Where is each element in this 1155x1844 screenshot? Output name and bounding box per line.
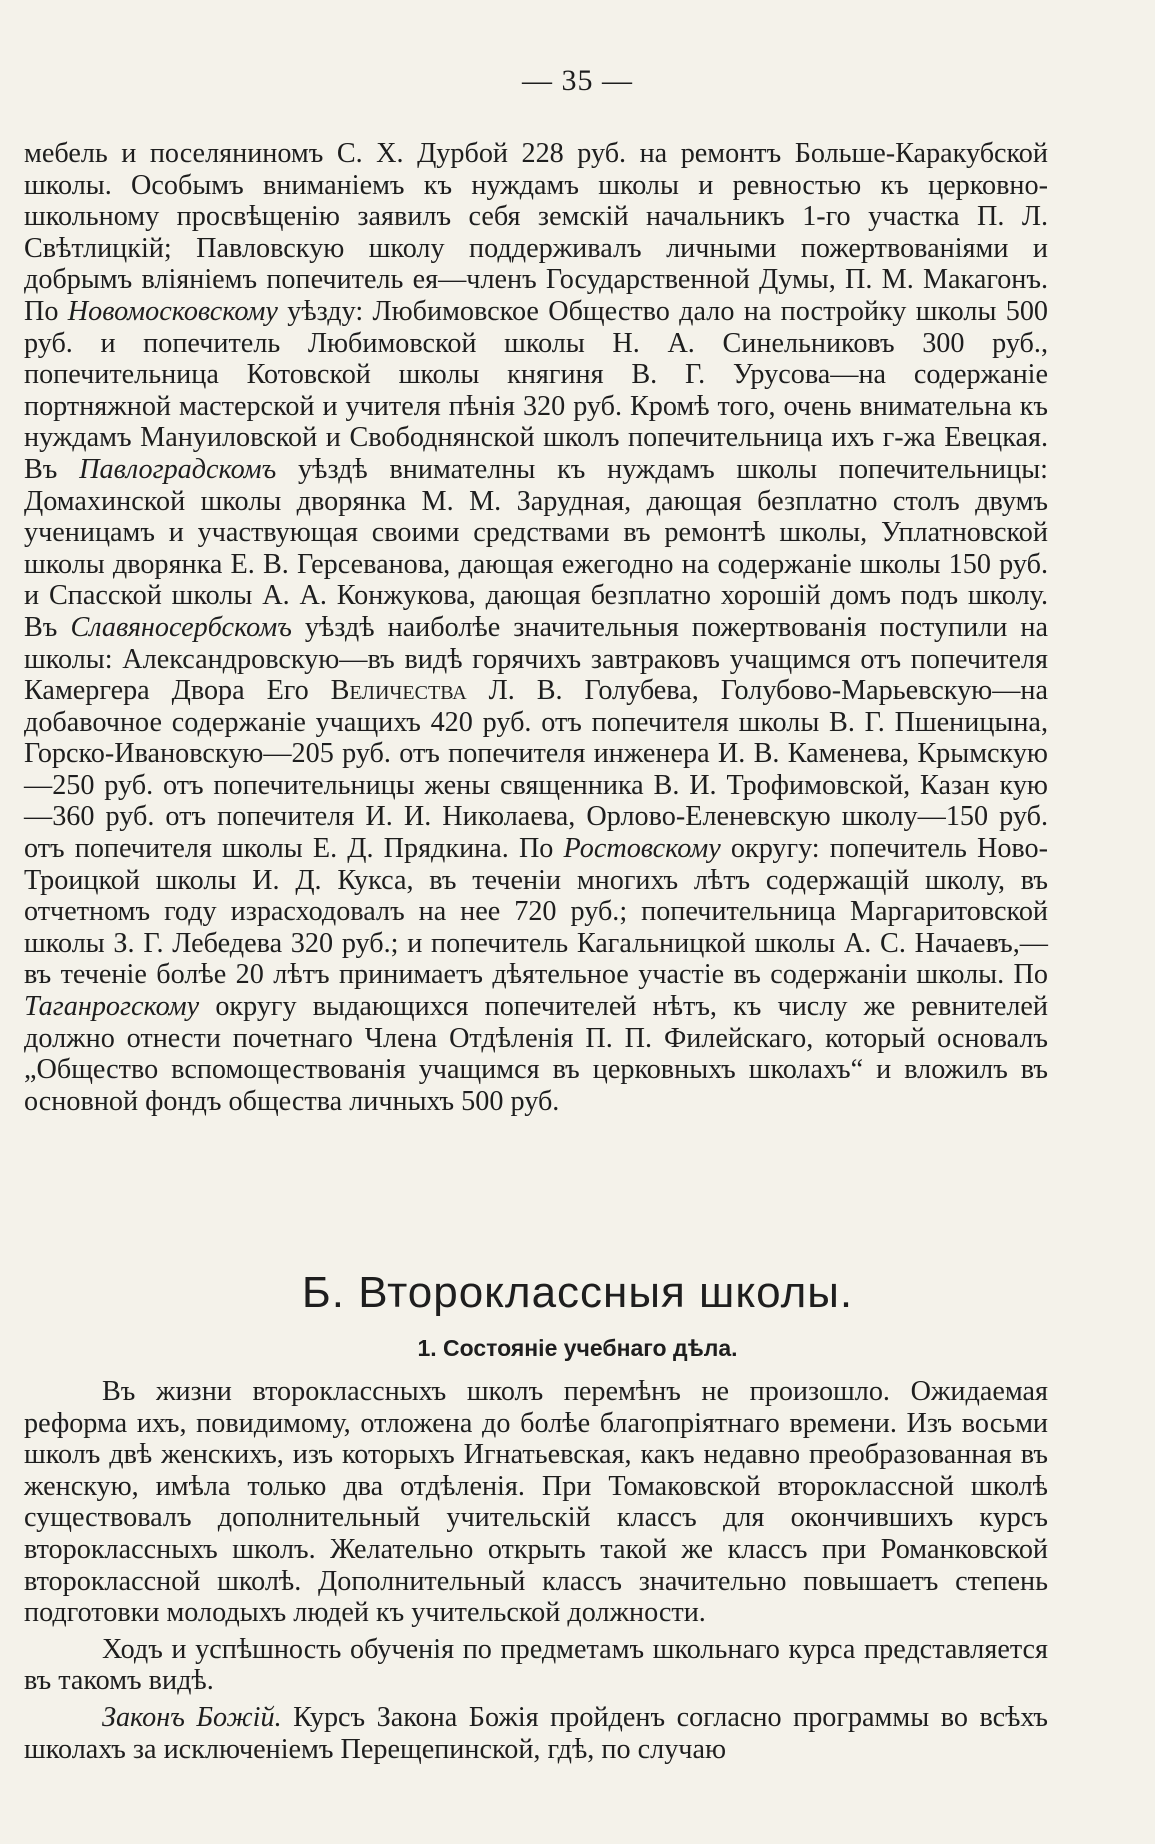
text-run: округу выдающихся попечителей нѣтъ, къ числу же ревнителей должно отнести почетнаго Члена Отдѣленія П. П. Филейскаго, который основалъ „Общество вспомоществованія учащимся въ церковныхъ школахъ“ и вложилъ въ основной фондъ общества личныхъ 500 руб. [24, 991, 1048, 1117]
text-run: округу: попечитель Ново-Троицкой школы И. Д. Кукса, въ теченіи многихъ лѣтъ содержащій школу, въ отчетномъ году израсходовалъ на нее 720 руб.; попечительница Маргаритовской школы З. Г. Лебедева 320 руб.; и попечитель Кагальницкой школы А. С. Начаевъ,—въ теченіе болѣе 20 лѣтъ принимаетъ дѣятельное участіе въ содержаніи школы. По [24, 833, 1049, 991]
small-caps-title: Величества [330, 675, 467, 707]
italic-subject-title: Законъ Божій. [102, 1701, 282, 1733]
italic-place-name: Славяносербскомъ [70, 611, 292, 643]
italic-place-name: Новомосковскому [67, 295, 278, 327]
sub-heading: 1. Состояніе учебнаго дѣла. [417, 1335, 738, 1361]
text-run: Л. В. Голубева, Голубово-Марьевскую—на добавочное содержаніе учащихъ 420 руб. отъ попечителя школы В. Г. Пшеницына, Горско-Ивановскую—205 руб. отъ попечителя инженера И. В. Каменева, Крымскую—250 руб. отъ попечительницы жены священника В. И. Трофимовской, Казан кую—360 руб. отъ попечителя И. И. Николаева, Орлово-Еленевскую школу—150 руб. отъ попечителя школы Е. Д. Прядкина. По [24, 675, 1049, 865]
paragraph-1: Въ жизни второклассныхъ школъ перемѣнъ не произошло. Ожидаемая реформа ихъ, повидимому, отложена до болѣе благопріятнаго времени. Изъ восьми школъ двѣ женскихъ, изъ которыхъ Игнатьевская, какъ недавно преобразованная въ женскую, имѣла только два отдѣленія. При Томаковской второклассной школѣ существовалъ дополнительный учительскій классъ для окончившихъ курсъ второклассныхъ школъ. Желательно открыть такой же классъ при Романковской второклассной школѣ. Дополнительный классъ значительно повышаетъ степень подготовки молодыхъ людей къ учительской должности. [24, 1376, 1048, 1629]
paragraph-2: Ходъ и успѣшность обученія по предметамъ школьнаго курса представляется въ такомъ видѣ. [24, 1633, 1048, 1697]
page-number: — 35 — [522, 64, 633, 97]
italic-place-name: Павлоградскомъ [79, 453, 277, 485]
text-run: Курсъ Закона Божія пройденъ согласно программы во всѣхъ школахъ за исключеніемъ Перещепинской, гдѣ, по случаю [24, 1701, 1049, 1765]
top-paragraph [24, 138, 1048, 1117]
italic-place-name: Таганрогскому [24, 991, 200, 1023]
paragraph-3 [24, 1702, 1048, 1765]
bottom-text-block [24, 1376, 1048, 1770]
section-heading: Б. Второклассныя школы. [301, 1268, 854, 1317]
text-run: уѣздѣ внимателны къ нуждамъ школы попечительницы: Домахинской школы дворянка М. М. Зарудная, дающая безплатно столъ двумъ ученицамъ и участвующая своими средствами въ ремонтѣ школы, Уплатновской школы дворянка Е. В. Герсеванова, дающая ежегодно на содержаніе школы 150 руб. и Спасской школы А. А. Конжукова, дающая безплатно хорошій домъ подъ школу. Въ [24, 453, 1048, 643]
text-run: мебель и поселяниномъ С. Х. Дурбой 228 руб. на ремонтъ Больше-Каракубской школы. Особымъ вниманіемъ къ нуждамъ школы и ревностью къ церковно-школьному просвѣщенію заявилъ себя земскій начальникъ 1-го участка П. Л. Свѣтлицкій; Павловскую школу поддерживалъ личными пожертвованіями и добрымъ вліяніемъ попечитель ея—членъ Государственной Думы, П. М. Макагонъ. По [24, 138, 1048, 327]
top-text-block [24, 138, 1048, 1117]
italic-place-name: Ростовскому [563, 833, 721, 865]
text-run: уѣзду: Любимовское Общество дало на постройку школы 500 руб. и попечитель Любимовской школы Н. А. Синельниковъ 300 руб., попечительница Котовской школы княгиня В. Г. Урусова—на содержаніе портняжной мастерской и учителя пѣнія 320 руб. Кромѣ того, очень внимательна къ нуждамъ Мануиловской и Свободнянской школъ попечительница ихъ г-жа Евецкая. Въ [24, 295, 1049, 485]
text-run: уѣздѣ наиболѣе значительныя пожертвованія поступили на школы: Александровскую—въ видѣ горячихъ завтраковъ учащимся отъ попечителя Камергера Двора Его [24, 611, 1049, 707]
